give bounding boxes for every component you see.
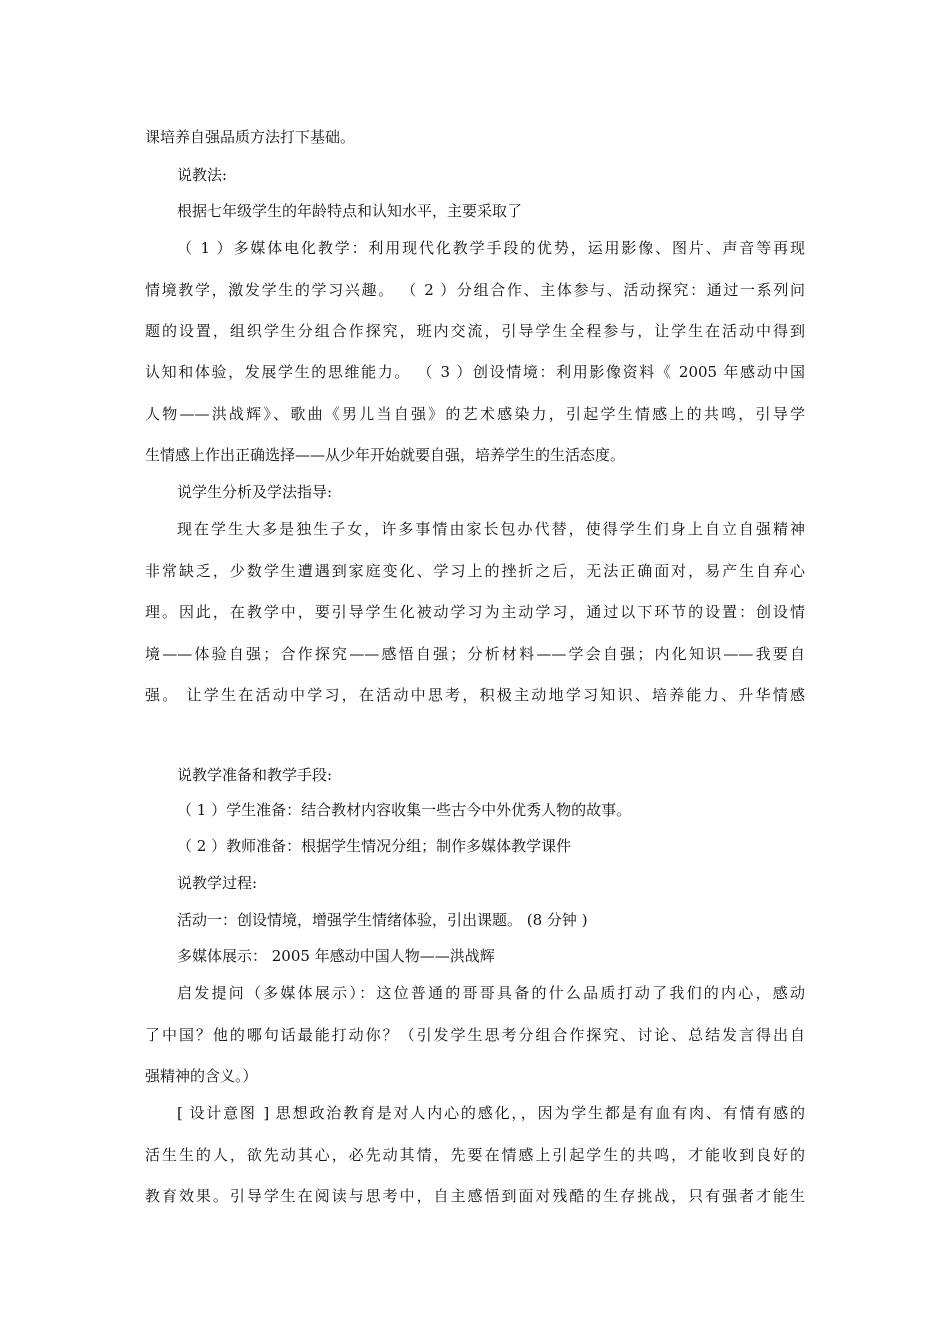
text-line-22: 启发提问（多媒体展示）：这位普通的哥哥具备的什么品质打动了我们的内心，感动 — [177, 984, 805, 1002]
text-line-27: 教育效果。引导学生在阅读与思考中，自主感悟到面对残酷的生存挑战，只有强者才能生 — [145, 1187, 805, 1205]
text-line-24: 强精神的含义。） — [145, 1067, 258, 1085]
text-line-4: （ 1 ）多媒体电化教学：利用现代化教学手段的优势，运用影像、图片、声音等再现 — [177, 239, 805, 257]
text-line-6: 题的设置，组织学生分组合作探究，班内交流，引导学生全程参与，让学生在活动中得到 — [145, 322, 805, 340]
text-line-18: （ 2 ）教师准备：根据学生情况分组；制作多媒体教学课件 — [177, 837, 572, 855]
text-line-15: 强。 让学生在活动中学习，在活动中思考，积极主动地学习知识、培养能力、升华情感 — [145, 686, 805, 704]
section-heading-student-analysis: 说学生分析及学法指导: — [177, 483, 333, 501]
text-line-26: 活生生的人，欲先动其心，必先动其情，先要在情感上引起学生的共鸣，才能收到良好的 — [145, 1146, 805, 1164]
text-line-1: 课培养自强品质方法打下基础。 — [145, 128, 356, 146]
text-line-25: [ 设计意图 ] 思想政治教育是对人内心的感化，，因为学生都是有血有肉、有情有感的 — [177, 1104, 805, 1122]
section-heading-process: 说教学过程: — [177, 874, 258, 892]
text-line-21: 多媒体展示： 2005 年感动中国人物——洪战辉 — [177, 947, 495, 965]
section-heading-teaching-method: 说教法: — [177, 166, 228, 184]
section-heading-preparation: 说教学准备和教学手段: — [177, 766, 333, 784]
text-line-17: （ 1 ）学生准备：结合教材内容收集一些古今中外优秀人物的故事。 — [177, 801, 632, 819]
text-line-8: 人物——洪战辉》、歌曲《男儿当自强》的艺术感染力，引起学生情感上的共鸣，引导学 — [145, 405, 805, 423]
text-line-3: 根据七年级学生的年龄特点和认知水平，主要采取了 — [177, 202, 523, 220]
text-line-7: 认知和体验，发展学生的思维能力。 （ 3 ）创设情境：利用影像资料《 2005 年感动中国 — [145, 363, 805, 381]
text-line-11: 现在学生大多是独生子女，许多事情由家长包办代替，使得学生们身上自立自强精神 — [177, 520, 805, 538]
text-line-12: 非常缺乏，少数学生遭遇到家庭变化、学习上的挫折之后，无法正确面对，易产生自弃心 — [145, 562, 805, 580]
text-line-20: 活动一：创设情境，增强学生情绪体验，引出课题。 (8 分钟 ) — [177, 911, 588, 929]
text-line-9: 生情感上作出正确选择——从少年开始就要自强，培养学生的生活态度。 — [145, 446, 626, 464]
text-line-5: 情境教学，激发学生的学习兴趣。 （ 2 ）分组合作、主体参与、活动探究：通过一系列问 — [145, 281, 805, 299]
text-line-14: 境——体验自强；合作探究——感悟自强；分析材料——学会自强；内化知识——我要自 — [145, 645, 805, 663]
text-line-13: 理。因此，在教学中，要引导学生化被动学习为主动学习，通过以下环节的设置：创设情 — [145, 603, 805, 621]
text-line-23: 了中国？他的哪句话最能打动你？（引发学生思考分组合作探究、讨论、总结发言得出自 — [145, 1026, 805, 1044]
